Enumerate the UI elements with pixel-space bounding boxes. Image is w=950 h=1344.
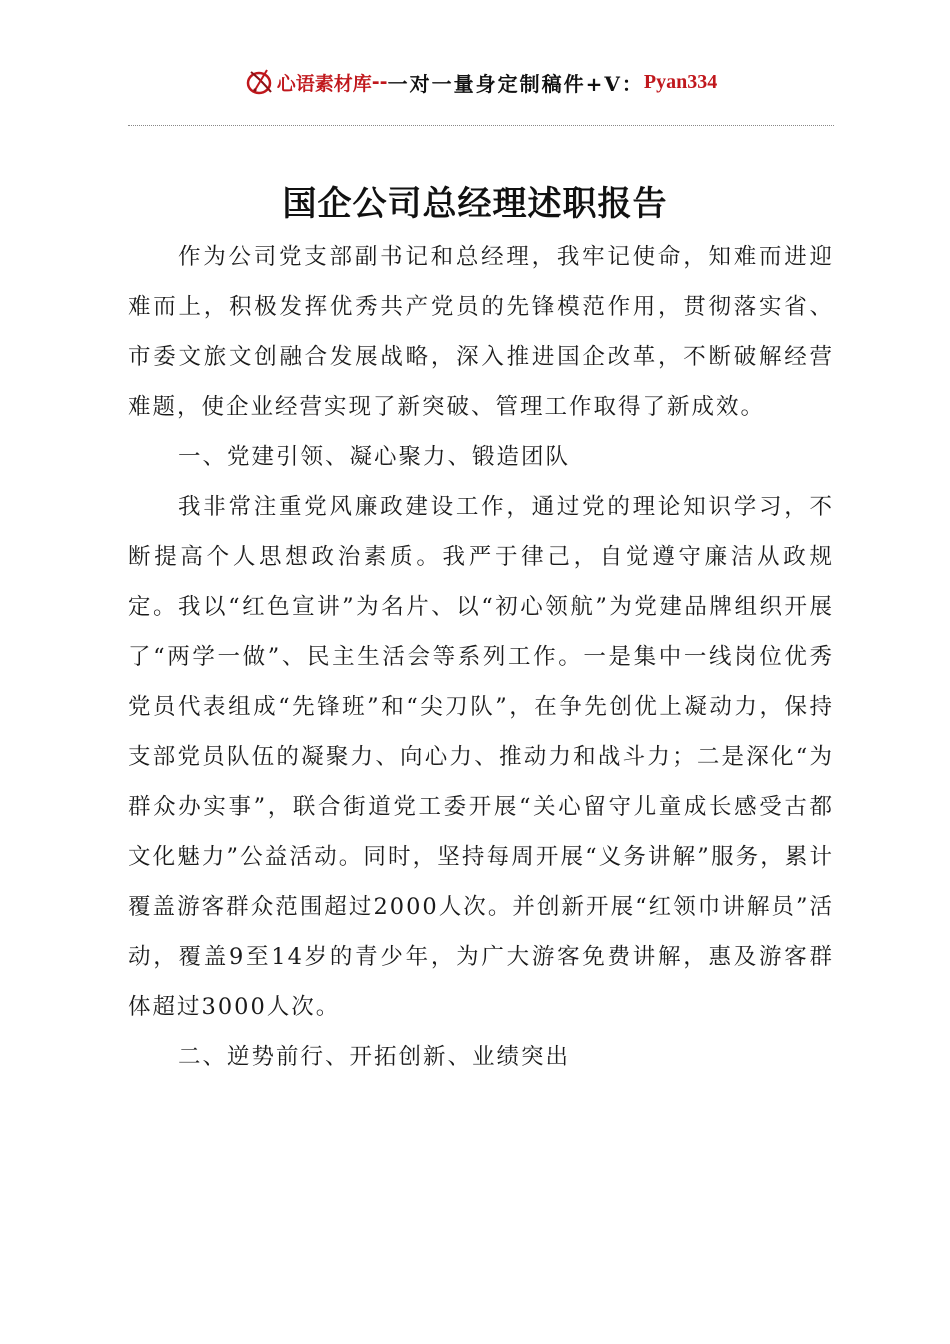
- paragraph-party-building: 我非常注重党风廉政建设工作，通过党的理论知识学习，不断提高个人思想政治素质。我严于律己，自觉遵守廉洁从政规定。我以“红色宣讲”为名片、以“初心领航”为党建品牌组织开展了“两学一做”、民主生活会等系列工作。一是集中一线岗位优秀党员代表组成“先锋班”和“尖刀队”，在争先创优上凝动力，保持支部党员队伍的凝聚力、向心力、推动力和战斗力；二是深化“为群众办实事”，联合街道党工委开展“关心留守儿童成长感受古都文化魅力”公益活动。同时，坚持每周开展“义务讲解”服务，累计覆盖游客群众范围超过2000人次。并创新开展“红领巾讲解员”活动，覆盖9至14岁的青少年，为广大游客免费讲解，惠及游客群体超过3000人次。: [128, 494, 834, 1020]
- header-divider: [128, 125, 834, 126]
- section-heading-1: 一、党建引领、凝心聚力、锻造团队: [178, 444, 571, 470]
- page-header: [128, 62, 834, 102]
- header-slogan: 一对一量身定制稿件+V：: [387, 71, 644, 96]
- header-separator: --: [371, 71, 388, 93]
- document-title: 国企公司总经理述职报告: [282, 184, 668, 224]
- section-heading-2: 二、逆势前行、开拓创新、业绩突出: [178, 1044, 571, 1070]
- writing-circle-logo-icon: [245, 66, 275, 98]
- brand-name: 心语素材库: [276, 72, 372, 95]
- document-body: [128, 232, 834, 1082]
- paragraph-intro: 作为公司党支部副书记和总经理，我牢记使命，知难而进迎难而上，积极发挥优秀共产党员的先锋模范作用，贯彻落实省、市委文旅文创融合发展战略，深入推进国企改革，不断破解经营难题，使企业经营实现了新突破、管理工作取得了新成效。: [128, 244, 834, 420]
- header-contact: Pyan334: [643, 70, 718, 93]
